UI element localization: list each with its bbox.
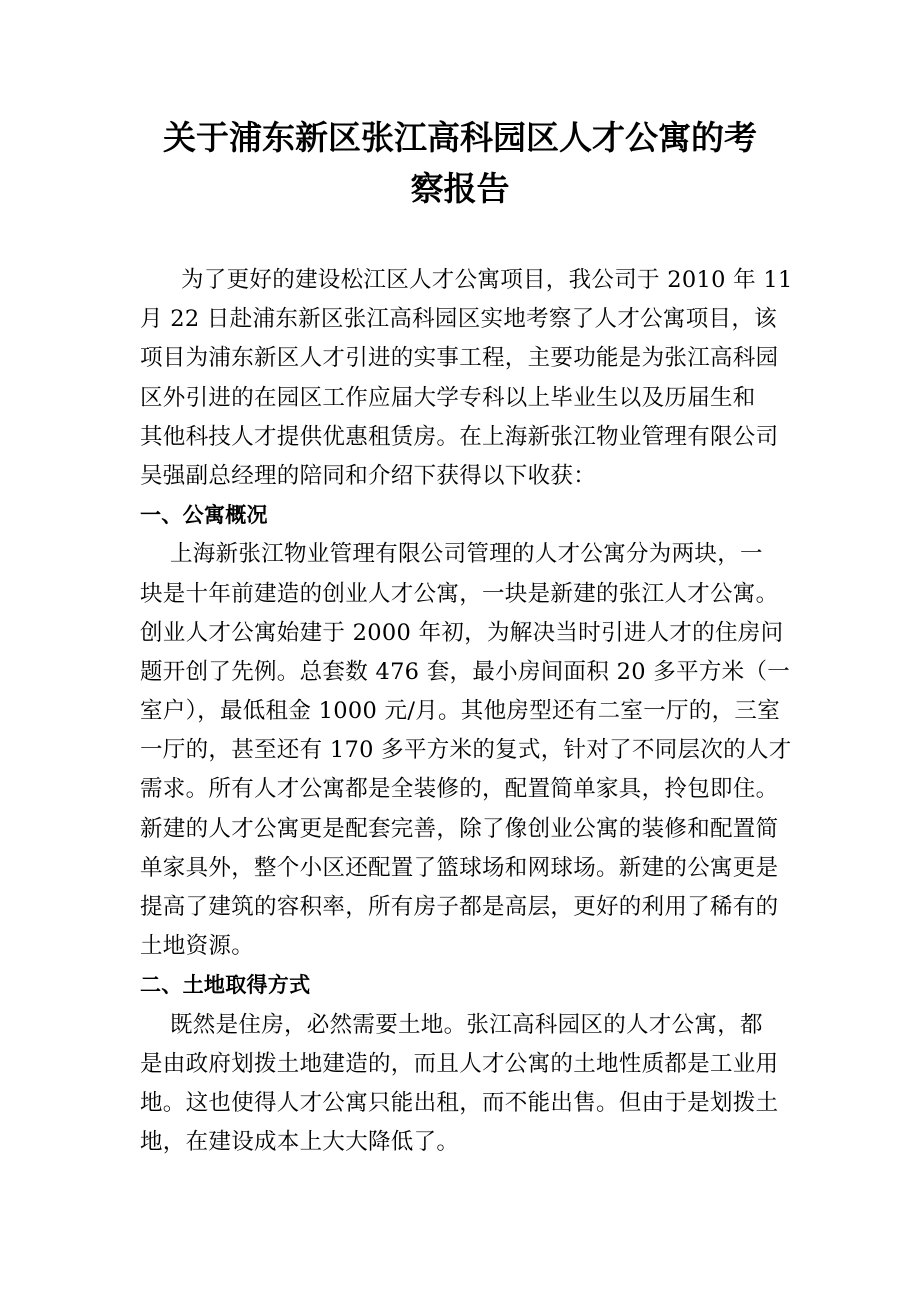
paragraph-line: 为了更好的建设松江区人才公寓项目，我公司于 2010 年 11 [181, 267, 793, 293]
paragraph-line: 块是十年前建造的创业人才公寓，一块是新建的张江人才公寓。 [140, 580, 779, 607]
paragraph-line: 需求。所有人才公寓都是全装修的，配置简单家具，拎包即住。 [140, 776, 779, 803]
paragraph-line: 地，在建设成本上大大降低了。 [140, 1129, 460, 1156]
paragraph-line: 上海新张江物业管理有限公司管理的人才公寓分为两块，一 [170, 541, 763, 568]
paragraph-line: 月 22 日赴浦东新区张江高科园区实地考察了人才公寓项目，该 [140, 306, 777, 333]
section-apartment-overview [140, 496, 792, 966]
paragraph-line: 是由政府划拨土地建造的，而且人才公寓的土地性质都是工业用 [140, 1050, 779, 1077]
section-heading: 一、公寓概况 [140, 503, 268, 528]
paragraph-line: 土地资源。 [140, 933, 255, 960]
paragraph-line: 项目为浦东新区人才引进的实事工程，主要功能是为张江高科园 [140, 345, 779, 372]
paragraph-line: 提高了建筑的容积率，所有房子都是高层，更好的利用了稀有的 [140, 894, 779, 920]
document-body [140, 261, 793, 1162]
paragraph-line: 新建的人才公寓更是配套完善，除了像创业公寓的装修和配置简 [140, 815, 779, 842]
section-land-acquisition [140, 966, 780, 1162]
document-title [140, 112, 780, 214]
paragraph-line: 地。这也使得人才公寓只能出租，而不能出售。但由于是划拨土 [140, 1089, 779, 1116]
paragraph-line: 既然是住房，必然需要土地。张江高科园区的人才公寓，都 [170, 1011, 763, 1038]
paragraph-line: 题开创了先例。总套数 476 套，最小房间面积 20 多平方米（一 [140, 658, 791, 685]
paragraph-line: 吴强副总经理的陪同和介绍下获得以下收获： [140, 462, 597, 489]
paragraph-line: 单家具外，整个小区还配置了篮球场和网球场。新建的公寓更是 [140, 854, 779, 881]
paragraph-line: 一厅的，甚至还有 170 多平方米的复式，针对了不同层次的人才 [140, 737, 792, 764]
paragraph-line: 其他科技人才提供优惠租赁房。在上海新张江物业管理有限公司 [140, 423, 779, 450]
paragraph-line: 室户），最低租金 1000 元/月。其他房型还有二室一厅的，三室 [140, 698, 780, 725]
title-line-1: 关于浦东新区张江高科园区人才公寓的考 [163, 118, 757, 157]
document-page [140, 112, 793, 1162]
title-line-2: 察报告 [410, 169, 510, 208]
section-heading: 二、土地取得方式 [140, 973, 311, 998]
intro-paragraph [140, 261, 793, 496]
paragraph-line: 创业人才公寓始建于 2000 年初，为解决当时引进人才的住房问 [140, 619, 784, 646]
paragraph-line: 区外引进的在园区工作应届大学专科以上毕业生以及历届生和 [140, 384, 756, 411]
